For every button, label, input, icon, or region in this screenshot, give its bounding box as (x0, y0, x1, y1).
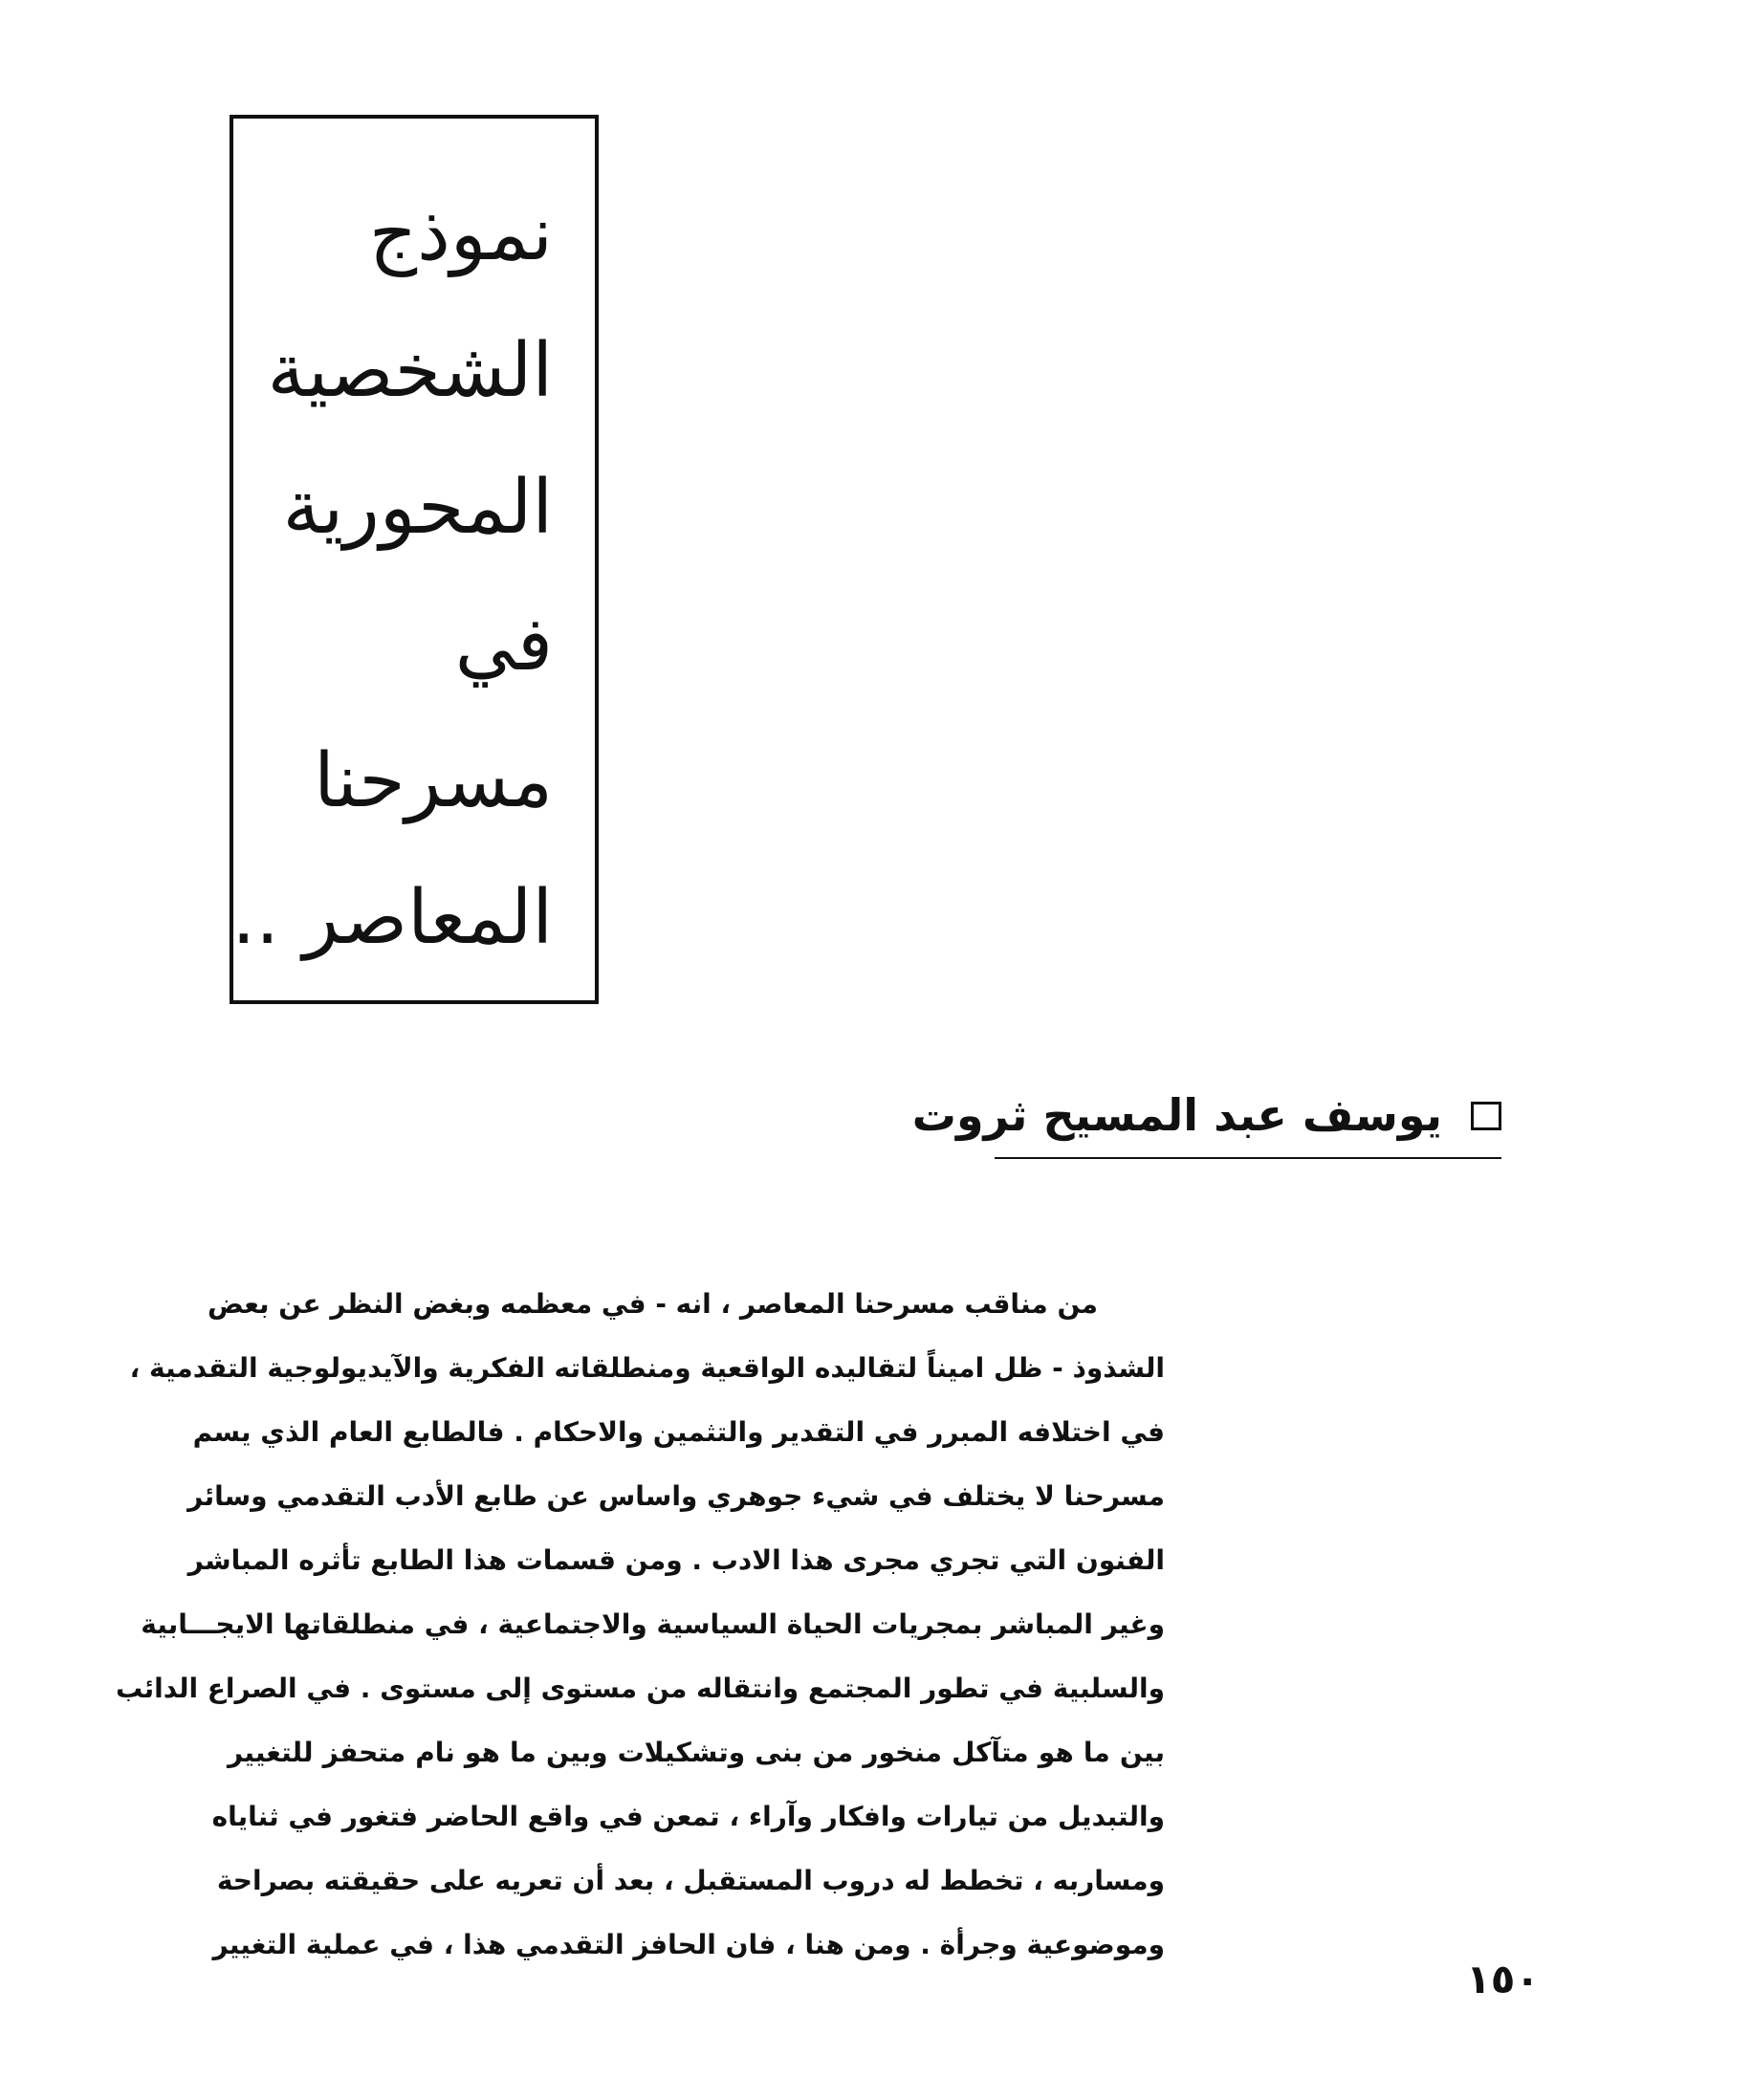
title-box (230, 115, 599, 1004)
title-line-1: نموذج (368, 191, 553, 277)
square-bullet-icon (1471, 1102, 1501, 1130)
body-line-8: بين ما هو متآكل منخور من بنى وتشكيلات وبين ما هو نام متحفز للتغيير (228, 1737, 1165, 1768)
body-line-9: والتبديل من تيارات وافكار وآراء ، تمعن في واقع الحاضر فتغور في ثناياه (211, 1801, 1165, 1832)
body-line-1: من مناقب مسرحنا المعاصر ، انه - في معظمه وبغض النظر عن بعض (208, 1288, 1098, 1320)
body-line-3: في اختلافه المبرر في التقدير والتثمين والاحكام . فالطابع العام الذي يسم (192, 1416, 1165, 1448)
author-name: يوسف عبد المسيح ثروت (911, 1089, 1442, 1141)
page-number: ١٥٠ (1466, 1956, 1540, 2002)
body-line-4: مسرحنا لا يختلف في شيء جوهري واساس عن طابع الأدب التقدمي وسائر (187, 1480, 1165, 1512)
body-line-5: الفنون التي تجري مجرى هذا الادب . ومن قسمات هذا الطابع تأثره المباشر (187, 1544, 1165, 1576)
body-line-6: وغير المباشر بمجريات الحياة السياسية والاجتماعية ، في منطلقاتها الايجـــابية (141, 1608, 1165, 1640)
body-line-7: والسلبية في تطور المجتمع وانتقاله من مستوى إلى مستوى . في الصراع الدائب (116, 1673, 1165, 1704)
title-line-5: مسرحنا (314, 738, 553, 824)
title-line-3: المحورية (282, 465, 553, 551)
body-line-10: ومساربه ، تخطط له دروب المستقبل ، بعد أن تعريه على حقيقته بصراحة (216, 1865, 1165, 1896)
body-line-11: وموضوعية وجرأة . ومن هنا ، فان الحافز التقدمي هذا ، في عملية التغيير (212, 1929, 1165, 1960)
author-byline (911, 1081, 1501, 1159)
body-line-2: الشذوذ - ظل اميناً لتقاليده الواقعية ومنطلقاته الفكرية والآيديولوجية التقدمية ، (129, 1352, 1165, 1384)
body-paragraph (116, 1272, 1165, 1977)
title-line-6: المعاصر .. (231, 875, 553, 961)
title-line-4: في (454, 602, 553, 688)
title-line-2: الشخصية (267, 328, 553, 414)
